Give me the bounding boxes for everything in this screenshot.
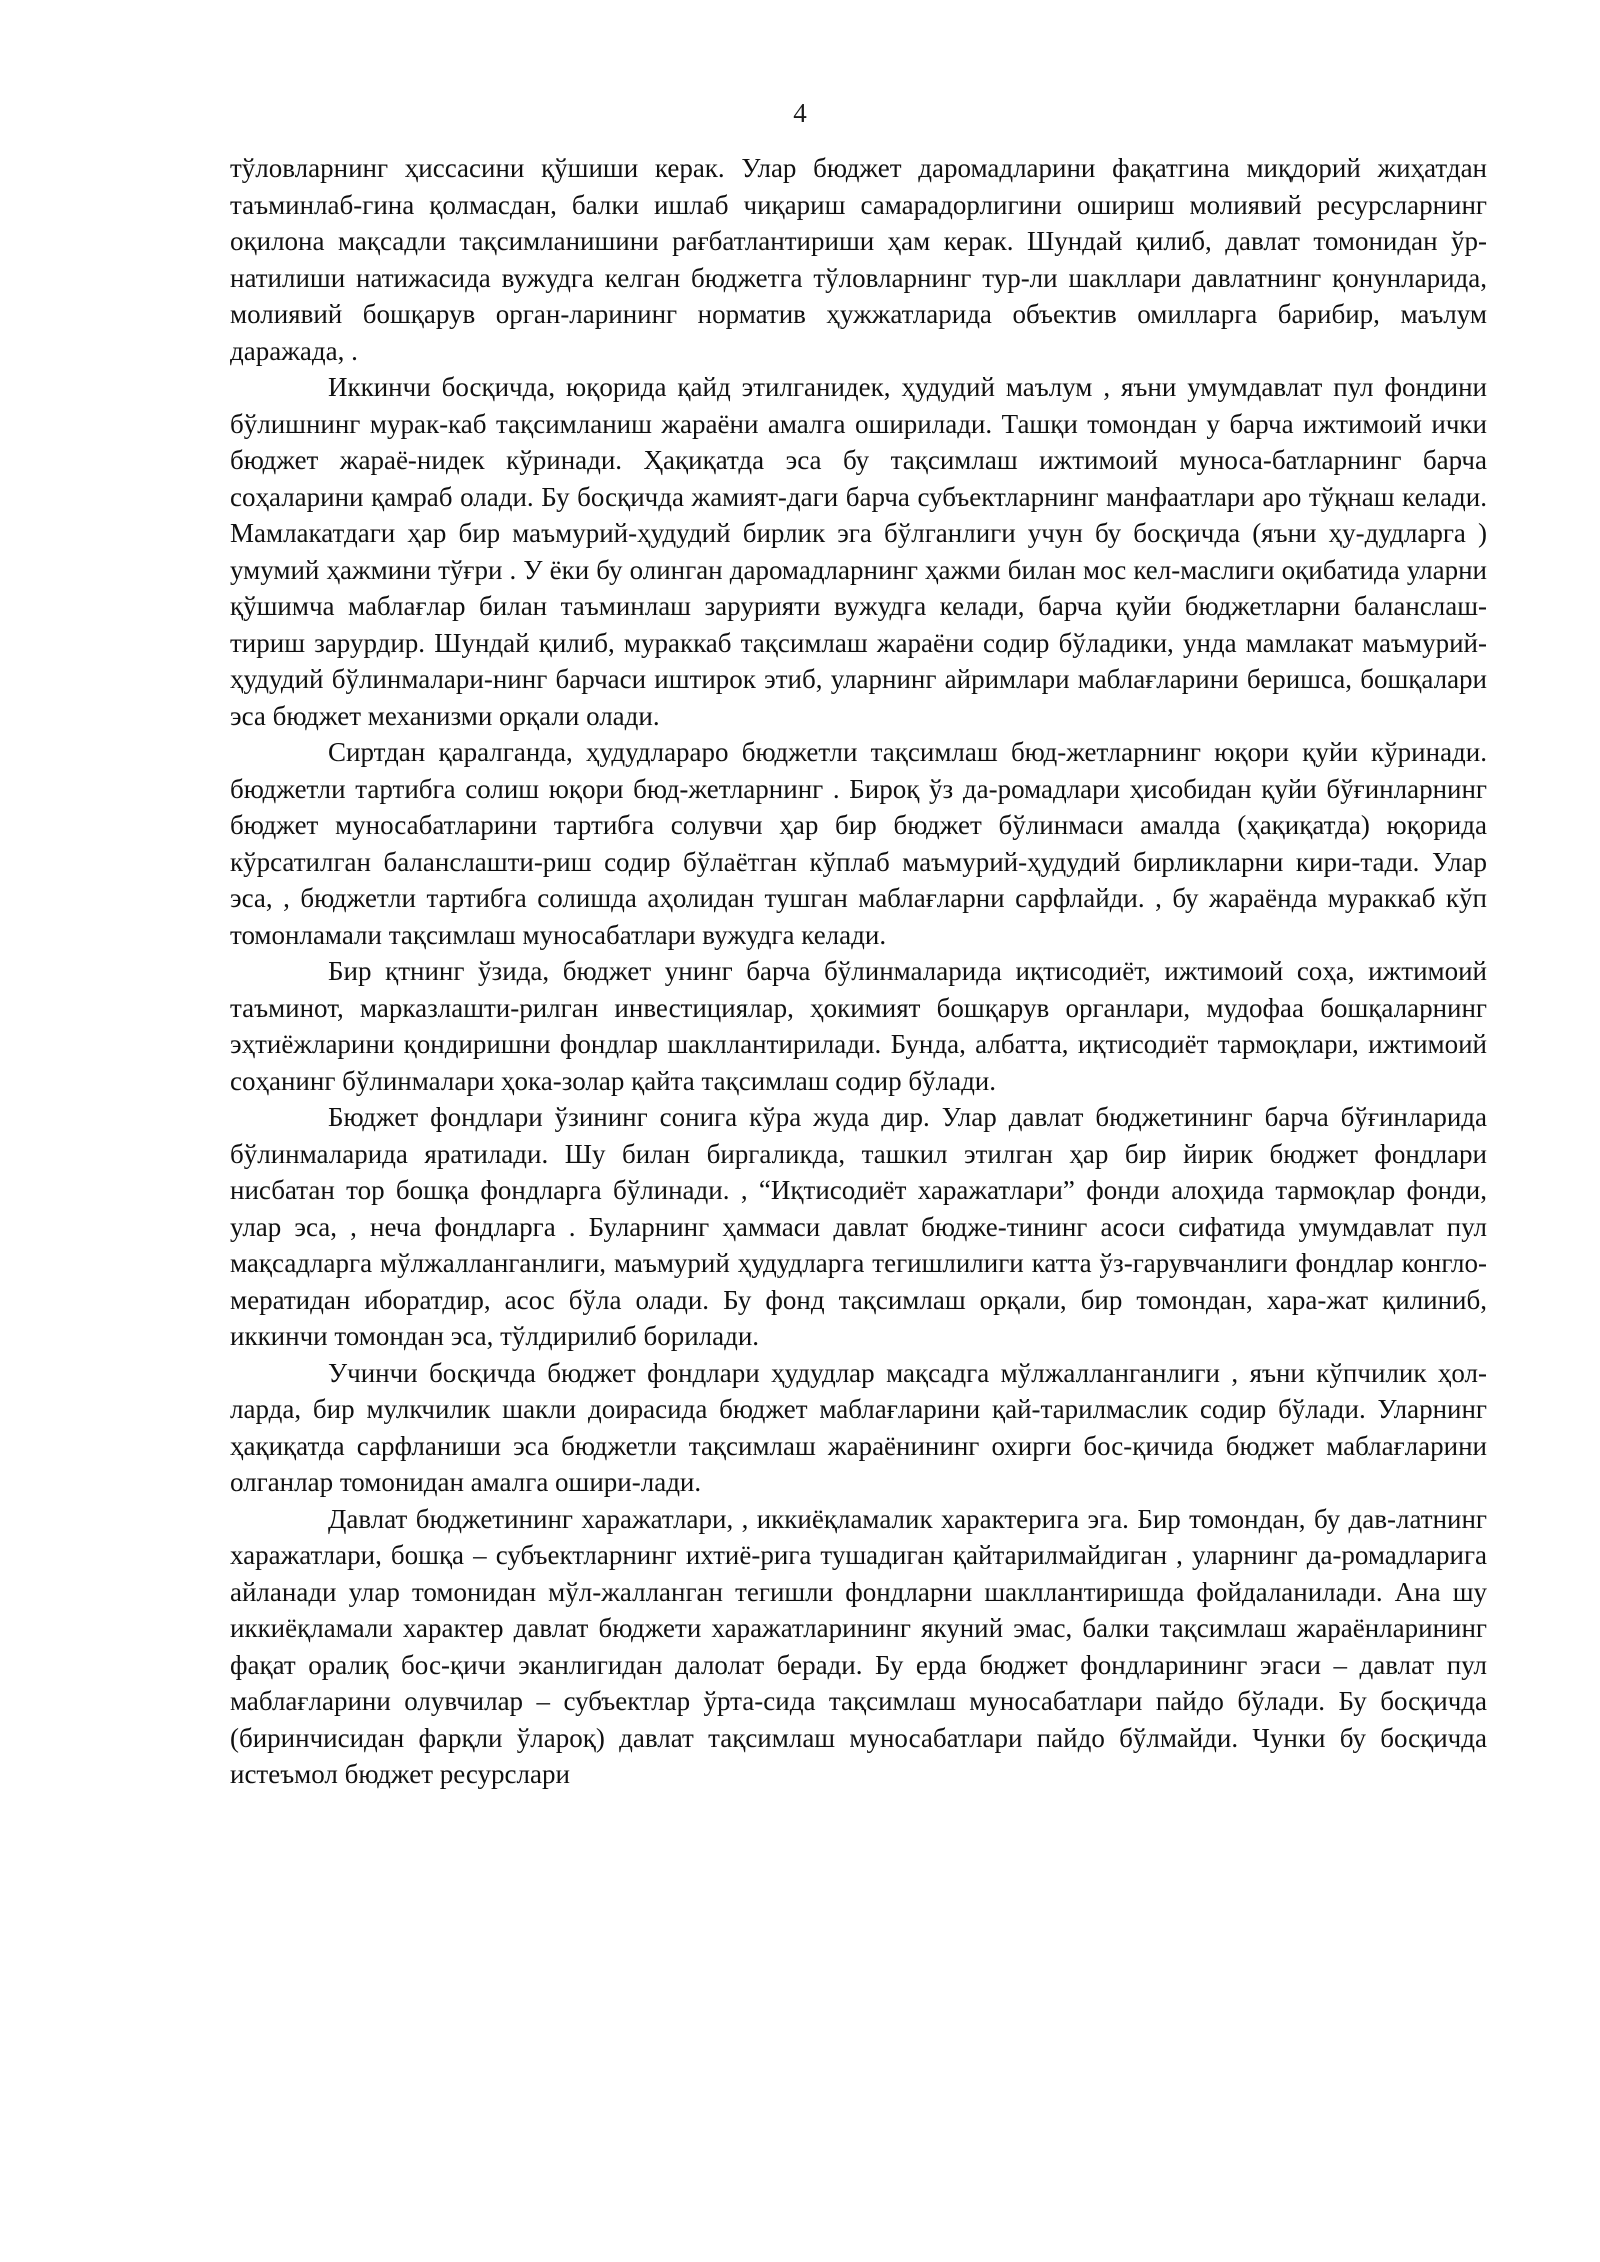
paragraph-third-stage: Учинчи босқичда бюджет фондлари ҳудудлар мақсадга мўлжалланганлиги , яъни кўпчилик ҳол-ларда, бир мулкчилик шакли доирасида бюджет маблағларини қай-тарилмаслик содир бўлади. Уларнинг ҳақиқатда сарфланиши эса бюджетли тақсимлаш жараёнининг охирги бос-қичида бюджет маблағларини олганлар томонидан амалга ошири-лади. [230,1357,1487,1497]
paragraph-interregional: Сиртдан қаралганда, ҳудудлараро бюджетли тақсимлаш бюд-жетларнинг юқори қуйи кўринади. бюджетли тартибга солиш юқори бюд-жетларнинг . Бироқ ўз да-ромадлари ҳисобидан қуйи бўғинларнинг бюджет муносабатларини тартибга солувчи ҳар бир бюджет бўлинмаси амалда (ҳақиқатда) юқорида кўрсатилган баланслашти-риш содир бўлаётган кўплаб маъмурий-ҳудудий бирликларни кири-тади. Улар эса, , бюджетли тартибга солишда аҳолидан тушган маблағларни сарфлайди. , бу жараёнда мураккаб кўп томонламали тақсимлаш муносабатлари вужудга келади. [230,737,1487,950]
paragraph-second-stage: Иккинчи босқичда, юқорида қайд этилганидек, ҳудудий маълум , яъни умумдавлат пул фондини бўлишнинг мурак-каб тақсимланиш жараёни амалга оширилади. Ташқи томондан у барча ижтимоий ички бюджет жараё-нидек кўринади. Ҳақиқатда эса бу тақсимлаш ижтимоий муноса-батларнинг барча соҳаларини қамраб олади. Бу босқичда жамият-даги барча субъектларнинг манфаатлари аро тўқнаш келади. Мамлакатдаги ҳар бир маъмурий-ҳудудий бирлик эга бўлганлиги учун бу босқичда (яъни ҳу-дудларга ) умумий ҳажмини тўғри . У ёки бу олинган даромадларнинг ҳажми билан мос кел-маслиги оқибатида уларни қўшимча маблағлар билан таъминлаш зарурияти вужудга келади, барча қуйи бюджетларни баланслаш-тириш зарурдир. Шундай қилиб, мураккаб тақсимлаш жараёни содир бўладики, унда мамлакат маъмурий-ҳудудий бўлинмалари-нинг барчаси иштирок этиб, уларнинг айримлари маблағларини беришса, бошқалари эса бюджет механизми орқали олади. [230,372,1487,731]
paragraph-continuation: тўловларнинг ҳиссасини қўшиши керак. Улар бюджет даромадларини фақатгина миқдорий жиҳатдан таъминлаб-гина қолмасдан, балки ишлаб чиқариш самарадорлигини ошириш молиявий ресурсларнинг оқилона мақсадли тақсимланишини рағбатлантириши ҳам керак. Шундай қилиб, давлат томонидан ўр-натилиши натижасида вужудга келган бюджетга тўловларнинг тур-ли шакллари давлатнинг қонунларида, молиявий бошқарув орган-ларининг норматив ҳужжатларида объектив омилларга барибир, маълум даражада, . [230,153,1487,366]
document-body [230,150,1487,1793]
paragraph-budget-funds-count: Бюджет фондлари ўзининг сонига кўра жуда дир. Улар давлат бюджетининг барча бўғинларида бўлинмаларида яратилади. Шу билан биргаликда, ташкил этилган ҳар бир йирик бюджет фондлари нисбатан тор бошқа фондларга бўлинади. , “Иқтисодиёт харажатлари” фонди алоҳида тармоқлар фонди, улар эса, , неча фондларга . Буларнинг ҳаммаси давлат бюдже-тининг асоси сифатида умумдавлат пул мақсадларга мўлжалланганлиги, маъмурий ҳудудларга тегишлилиги катта ўз-гарувчанлиги фондлар конгло-мератидан иборатдир, асос бўла олади. Бу фонд тақсимлаш орқали, бир томондан, хара-жат қилиниб, иккинчи томондан эса, тўлдирилиб борилади. [230,1102,1487,1351]
paragraph-state-expenditures: Давлат бюджетининг харажатлари, , иккиёқламалик характерига эга. Бир томондан, бу дав-латнинг харажатлари, бошқа – субъектларнинг ихтиё-рига тушадиган қайтарилмайдиган , уларнинг да-ромадларига айланади улар томонидан мўл-жалланган тегишли фондларни шакллантиришда фойдаланилади. Ана шу иккиёқламали характер давлат бюджети харажатларининг якуний эмас, балки тақсимлаш жараёнларининг фақат оралиқ бос-қичи эканлигидан далолат беради. Бу ерда бюджет фондларининг эгаси – давлат пул маблағларини олувчилар – субъектлар ўрта-сида тақсимлаш муносабатлари пайдо бўлади. Бу босқичда (биринчисидан фарқли ўлароқ) давлат тақсимлаш муносабатлари пайдо бўлмайди. Чунки бу босқичда истеъмол бюджет ресурслари [230,1503,1487,1789]
paragraph-budget-funds-needs: Бир қтнинг ўзида, бюджет унинг барча бўлинмаларида иқтисодиёт, ижтимоий соҳа, ижтимоий таъминот, марказлашти-рилган инвестициялар, ҳокимият бошқарув органлари, мудофаа бошқаларнинг эҳтиёжларини қондиришни фондлар шакллантирилади. Бунда, албатта, иқтисодиёт тармоқлари, ижтимоий соҳанинг бўлинмалари ҳока-золар қайта тақсимлаш содир бўлади. [230,956,1487,1096]
page-number: 4 [793,98,807,128]
